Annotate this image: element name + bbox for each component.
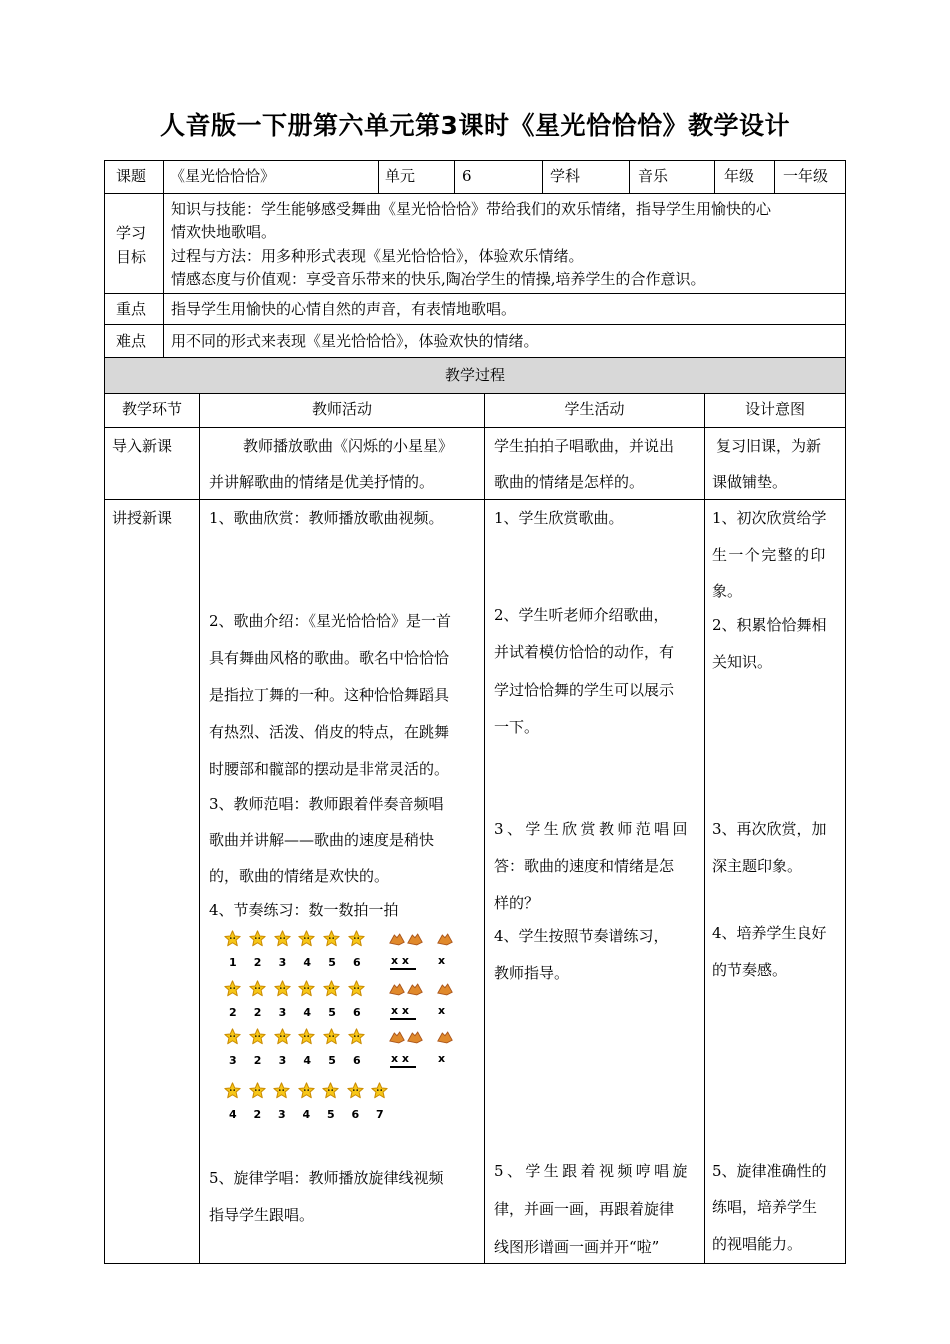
clapping-hands-icon (436, 932, 454, 947)
student-step-2-line-3: 学过恰恰舞的学生可以展示 (494, 681, 675, 699)
objectives-label-2: 目标 (116, 248, 147, 266)
rhythm-exercise-figure (210, 930, 480, 1160)
rhythm-mark-eighths: x x (391, 954, 410, 967)
process-header: 教学过程 (444, 366, 505, 384)
star-icon (249, 930, 266, 947)
rhythm-count-number: 2 (253, 956, 262, 969)
unit-value: 6 (462, 167, 472, 185)
topic-value: 《星光恰恰恰》 (170, 167, 276, 185)
rhythm-count-number: 3 (229, 1054, 237, 1067)
intent-step-2-line-2: 关知识。 (712, 653, 773, 671)
star-icon (348, 930, 365, 947)
col-header-intent: 设计意图 (744, 400, 805, 418)
teacher-step-2-line-1: 2、歌曲介绍：《星光恰恰恰》是一首 (209, 612, 452, 630)
intent-step-4-line-1: 4、培养学生良好 (712, 924, 827, 942)
table-rule (714, 160, 715, 193)
intent-step-1-line-3: 象。 (712, 582, 743, 600)
objectives-line-4: 情感态度与价值观：享受音乐带来的快乐,陶冶学生的情操,培养学生的合作意识。 (171, 270, 706, 288)
student-step-5-line-1: 5、学生跟着视频哼唱旋 (494, 1162, 691, 1180)
rhythm-count-number: 6 (353, 1054, 361, 1067)
table-rule (704, 393, 705, 1263)
rhythm-count-number: 2 (229, 1006, 237, 1019)
table-border-left (104, 160, 105, 1264)
star-icon (298, 1082, 315, 1099)
student-step-5-line-3: 线图形谱画一画并开“啦” (494, 1238, 660, 1256)
star-icon (224, 930, 241, 947)
table-rule (104, 193, 846, 194)
table-rule (199, 393, 200, 1263)
intent-step-1-line-2: 生一个完整的印 (712, 546, 827, 564)
rhythm-count-number: 5 (327, 1108, 335, 1121)
table-rule (378, 160, 379, 193)
rhythm-mark-eighths: x x (391, 1052, 410, 1065)
rhythm-mark-quarter: x (438, 1004, 446, 1017)
clapping-hands-icon (406, 1030, 424, 1045)
star-icon (348, 980, 365, 997)
rhythm-mark-quarter: x (438, 1052, 446, 1065)
difficulty-label: 难点 (116, 332, 147, 350)
clapping-hands-icon (436, 982, 454, 997)
rhythm-count-number: 3 (278, 1054, 287, 1067)
rhythm-count-number: 2 (253, 1108, 262, 1121)
rhythm-mark-quarter: x (438, 954, 446, 967)
star-icon (323, 980, 340, 997)
table-rule (104, 293, 846, 294)
student-step-3-line-2: 答：歌曲的速度和情绪是怎 (494, 857, 675, 875)
table-rule (774, 160, 775, 193)
intent-step-4-line-2: 的节奏感。 (712, 961, 788, 979)
objectives-line-2: 情欢快地歌唱。 (171, 223, 277, 241)
intro-teacher-1: 教师播放歌曲《闪烁的小星星》 (243, 437, 454, 455)
intent-step-3-line-2: 深主题印象。 (712, 857, 803, 875)
rhythm-count-number: 3 (278, 956, 287, 969)
rhythm-count-number: 6 (353, 956, 361, 969)
student-step-3-line-1: 3、学生欣赏教师范唱回 (494, 820, 691, 838)
clapping-hands-icon (406, 982, 424, 997)
star-icon (274, 980, 291, 997)
intro-intent-2: 课做铺垫。 (712, 473, 788, 491)
star-icon (224, 980, 241, 997)
subject-value: 音乐 (638, 167, 669, 185)
student-step-3-line-3: 样的？ (494, 894, 540, 912)
student-step-2-line-4: 一下。 (494, 718, 540, 736)
table-rule (454, 160, 455, 193)
star-icon (298, 980, 315, 997)
table-rule (104, 357, 846, 358)
table-border-bottom (104, 1263, 846, 1264)
clapping-hands-icon (388, 1030, 406, 1045)
star-icon (249, 980, 266, 997)
intent-step-5-line-1: 5、旋律准确性的 (712, 1162, 827, 1180)
document-title: 人音版一下册第六单元第3课时《星光恰恰恰》教学设计 (160, 111, 790, 140)
grade-label: 年级 (724, 167, 755, 185)
lesson-stage: 讲授新课 (112, 509, 173, 527)
clapping-hands-icon (436, 1030, 454, 1045)
star-icon (249, 1082, 266, 1099)
intro-teacher-2: 并讲解歌曲的情绪是优美抒情的。 (209, 473, 435, 491)
star-icon (249, 1028, 266, 1045)
star-icon (298, 1028, 315, 1045)
table-border-right (845, 160, 846, 1264)
teacher-step-2-line-2: 具有舞曲风格的歌曲。歌名中恰恰恰 (209, 649, 450, 667)
rhythm-count-number: 3 (278, 1006, 287, 1019)
rhythm-count-number: 5 (328, 1006, 336, 1019)
star-icon (323, 1028, 340, 1045)
table-rule (542, 160, 543, 193)
table-rule (104, 393, 846, 394)
intent-step-2-line-1: 2、积累恰恰舞相 (712, 616, 827, 634)
rhythm-mark-eighths: x x (391, 1004, 410, 1017)
rhythm-count-number: 7 (376, 1108, 384, 1121)
student-step-4-line-2: 教师指导。 (494, 964, 570, 982)
rhythm-count-number: 5 (328, 1054, 336, 1067)
objectives-line-1: 知识与技能：学生能够感受舞曲《星光恰恰恰》带给我们的欢乐情绪，指导学生用愉快的心 (171, 200, 772, 218)
intro-student-1: 学生拍拍子唱歌曲，并说出 (494, 437, 675, 455)
col-header-student: 学生活动 (564, 400, 625, 418)
student-step-2-line-1: 2、学生听老师介绍歌曲， (494, 606, 669, 624)
key-point-label: 重点 (116, 300, 147, 318)
star-icon (224, 1082, 241, 1099)
rhythm-beam-line (390, 1018, 416, 1020)
rhythm-count-number: 4 (303, 956, 312, 969)
student-step-2-line-2: 并试着模仿恰恰的动作，有 (494, 643, 675, 661)
objectives-line-3: 过程与方法：用多种形式表现《星光恰恰恰》，体验欢乐情绪。 (171, 247, 584, 265)
teacher-step-3-line-3: 的，歌曲的情绪是欢快的。 (209, 867, 390, 885)
teacher-step-3-line-2: 歌曲并讲解——歌曲的速度是稍快 (209, 831, 435, 849)
clapping-hands-icon (388, 982, 406, 997)
table-rule (104, 499, 846, 500)
col-header-teacher: 教师活动 (311, 400, 372, 418)
table-border-top (104, 160, 846, 161)
table-rule (163, 160, 164, 357)
star-icon (274, 930, 291, 947)
teacher-step-2-line-3: 是指拉丁舞的一种。这种恰恰舞蹈具 (209, 686, 450, 704)
teacher-step-3-line-1: 3、教师范唱：教师跟着伴奏音频唱 (209, 795, 444, 813)
topic-label: 课题 (116, 167, 147, 185)
intent-step-5-line-3: 的视唱能力。 (712, 1235, 803, 1253)
star-icon (347, 1082, 364, 1099)
intent-step-3-line-1: 3、再次欣赏，加 (712, 820, 827, 838)
clapping-hands-icon (388, 932, 406, 947)
star-icon (348, 1028, 365, 1045)
intro-stage: 导入新课 (112, 437, 173, 455)
intent-step-1-line-1: 1、初次欣赏给学 (712, 509, 827, 527)
rhythm-count-number: 6 (351, 1108, 360, 1121)
student-step-4-line-1: 4、学生按照节奏谱练习， (494, 927, 669, 945)
difficulty-text: 用不同的形式来表现《星光恰恰恰》，体验欢快的情绪。 (171, 332, 539, 350)
table-rule (629, 160, 630, 193)
objectives-label-1: 学习 (116, 224, 147, 242)
unit-label: 单元 (385, 167, 416, 185)
rhythm-count-number: 4 (302, 1108, 311, 1121)
table-rule (104, 324, 846, 325)
rhythm-beam-line (390, 1066, 416, 1068)
rhythm-count-number: 6 (353, 1006, 361, 1019)
teacher-step-2-line-4: 有热烈、活泼、俏皮的特点，在跳舞 (209, 723, 450, 741)
key-point-text: 指导学生用愉快的心情自然的声音，有表情地歌唱。 (171, 300, 517, 318)
rhythm-count-number: 5 (328, 956, 336, 969)
rhythm-count-number: 2 (253, 1006, 262, 1019)
rhythm-count-number: 4 (303, 1054, 312, 1067)
rhythm-count-number: 4 (303, 1006, 312, 1019)
intro-student-2: 歌曲的情绪是怎样的。 (494, 473, 645, 491)
intent-step-5-line-2: 练唱，培养学生 (712, 1198, 818, 1216)
teacher-step-5-line-2: 指导学生跟唱。 (209, 1206, 315, 1224)
teacher-step-1: 1、歌曲欣赏：教师播放歌曲视频。 (209, 509, 444, 527)
star-icon (273, 1082, 290, 1099)
rhythm-count-number: 3 (278, 1108, 286, 1121)
table-rule (484, 393, 485, 1263)
star-icon (224, 1028, 241, 1045)
rhythm-beam-line (390, 968, 416, 970)
teacher-step-2-line-5: 时腰部和髋部的摆动是非常灵活的。 (209, 760, 450, 778)
teacher-step-5-line-1: 5、旋律学唱：教师播放旋律线视频 (209, 1169, 444, 1187)
rhythm-count-number: 2 (253, 1054, 262, 1067)
clapping-hands-icon (406, 932, 424, 947)
intro-intent-1: 复习旧课，为新 (716, 437, 822, 455)
star-icon (298, 930, 315, 947)
col-header-stage: 教学环节 (121, 400, 182, 418)
rhythm-count-number: 4 (229, 1108, 237, 1121)
star-icon (274, 1028, 291, 1045)
star-icon (322, 1082, 339, 1099)
student-step-1: 1、学生欣赏歌曲。 (494, 509, 624, 527)
star-icon (323, 930, 340, 947)
star-icon (371, 1082, 388, 1099)
grade-value: 一年级 (783, 167, 829, 185)
rhythm-count-number: 1 (229, 956, 237, 969)
teacher-step-4: 4、节奏练习：数一数拍一拍 (209, 901, 399, 919)
subject-label: 学科 (550, 167, 581, 185)
student-step-5-line-2: 律，并画一画，再跟着旋律 (494, 1200, 675, 1218)
table-rule (104, 427, 846, 428)
